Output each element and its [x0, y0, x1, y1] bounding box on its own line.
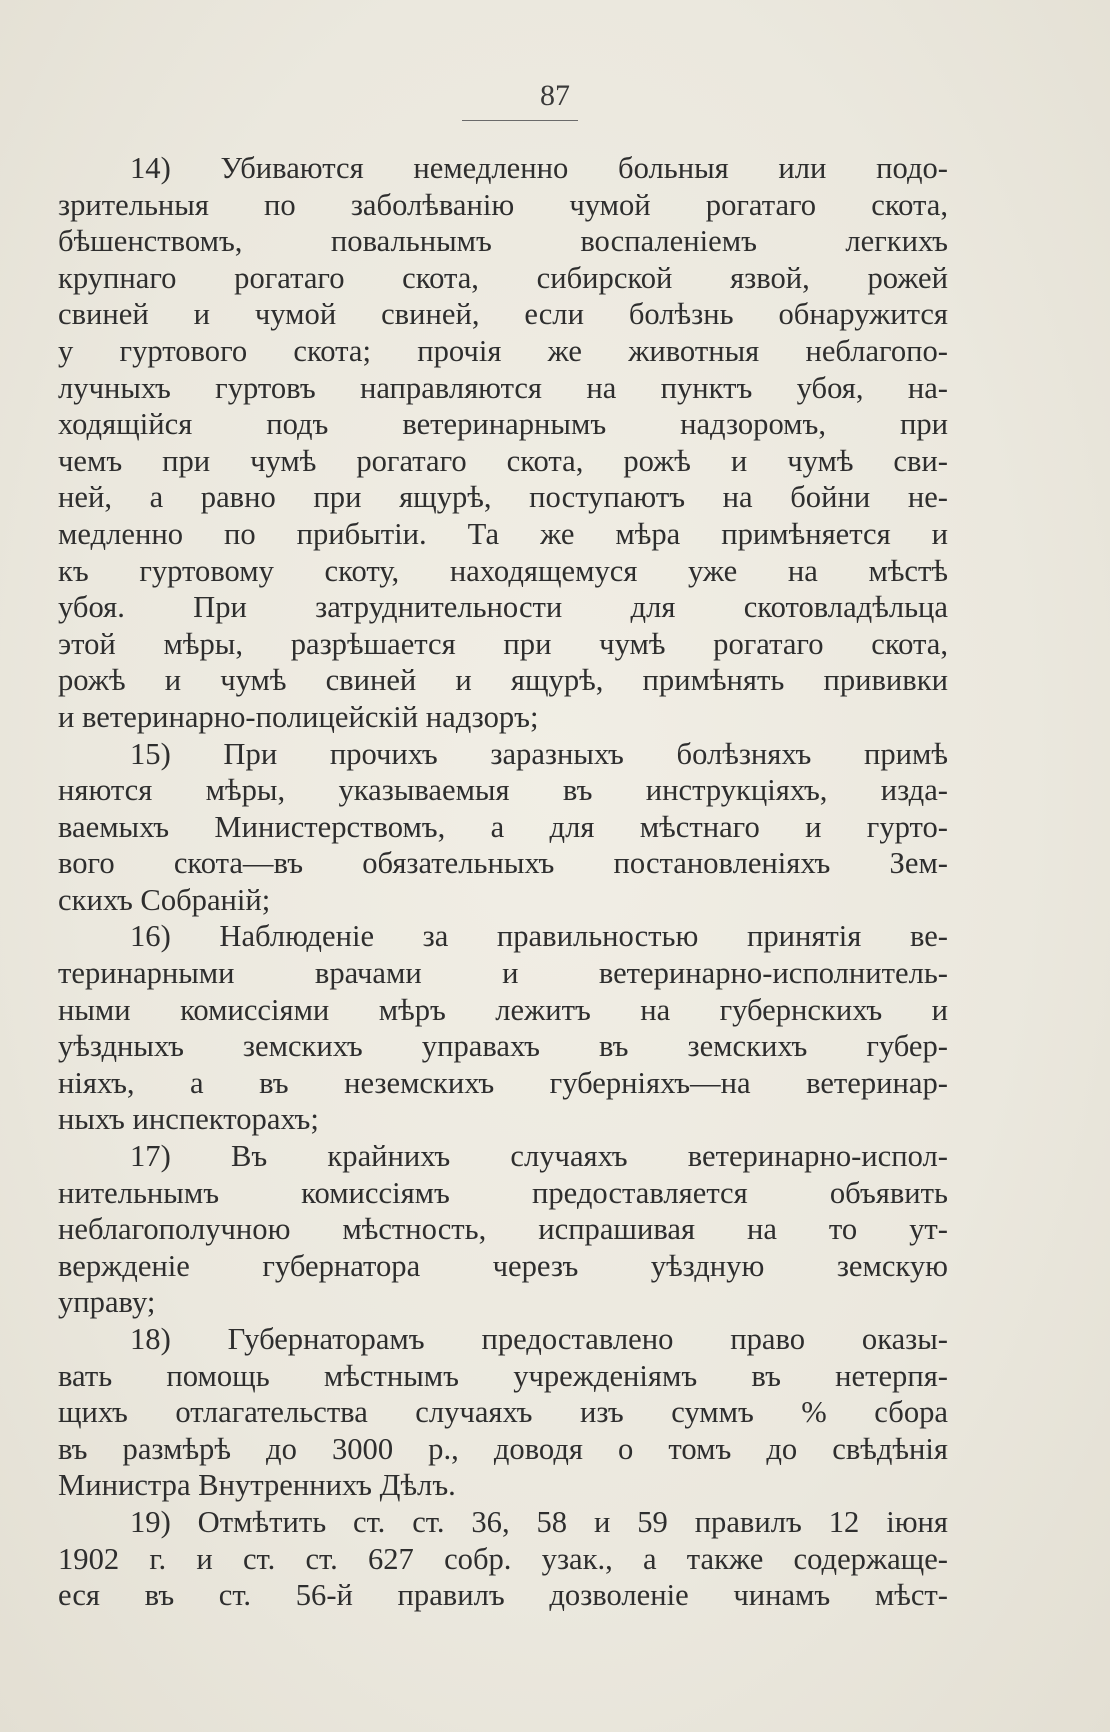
text-line: ваемыхъ Министерствомъ, а для мѣстнаго и гурто- — [58, 809, 948, 844]
text-line: ныхъ инспекторахъ; — [58, 1102, 319, 1137]
text-line: бѣшенствомъ, повальнымъ воспаленіемъ легкихъ — [58, 224, 948, 259]
text-line: теринарными врачами и ветеринарно-исполнитель- — [58, 956, 948, 991]
text-line: чемъ при чумѣ рогатаго скота, рожѣ и чумѣ сви- — [58, 443, 948, 478]
text-line: еся въ ст. 56-й правилъ дозволеніе чинамъ мѣст- — [58, 1578, 948, 1613]
text-line: 16) Наблюденіе за правильностью принятія ве- — [130, 919, 948, 954]
text-line: 17) Въ крайнихъ случаяхъ ветеринарно-испол- — [130, 1139, 948, 1174]
page-number: 87 — [540, 79, 570, 112]
text-line: ными комиссіями мѣръ лежитъ на губернскихъ и — [58, 992, 948, 1027]
text-line: въ размѣрѣ до 3000 р., доводя о томъ до свѣдѣнія — [58, 1431, 948, 1466]
text-line: лучныхъ гуртовъ направляются на пунктъ убоя, на- — [58, 370, 948, 405]
text-line: у гуртового скота; прочія же животныя неблагопо- — [58, 333, 948, 368]
text-line: уѣздныхъ земскихъ управахъ въ земскихъ губер- — [58, 1029, 948, 1064]
text-line: щихъ отлагательства случаяхъ изъ суммъ % сбора — [58, 1395, 948, 1430]
body-text — [58, 150, 948, 1614]
text-line: ходящійся подъ ветеринарнымъ надзоромъ, при — [58, 407, 948, 442]
page-number-rule — [462, 120, 578, 121]
text-line: 15) При прочихъ заразныхъ болѣзняхъ примѣ — [130, 736, 948, 771]
text-line: убоя. При затруднительности для скотовладѣльца — [58, 590, 948, 625]
text-line: нительнымъ комиссіямъ предоставляется объявить — [58, 1175, 948, 1210]
text-line: 18) Губернаторамъ предоставлено право оказы- — [130, 1322, 948, 1356]
text-line: 14) Убиваются немедленно больныя или подо- — [130, 151, 948, 185]
text-line: вать помощь мѣстнымъ учрежденіямъ въ нетерпя- — [58, 1358, 948, 1393]
text-line: ніяхъ, а въ неземскихъ губерніяхъ—на ветеринар- — [58, 1065, 948, 1100]
text-line: вого скота—въ обязательныхъ постановленіяхъ Зем- — [58, 846, 948, 881]
text-line: Министра Внутреннихъ Дѣлъ. — [58, 1468, 456, 1503]
text-line: рожѣ и чумѣ свиней и ящурѣ, примѣнять прививки — [58, 663, 948, 698]
text-line: свиней и чумой свиней, если болѣзнь обнаружится — [58, 297, 948, 332]
text-line: къ гуртовому скоту, находящемуся уже на мѣстѣ — [58, 553, 948, 588]
text-line: неблагополучною мѣстность, испрашивая на то ут- — [58, 1212, 948, 1247]
text-line: этой мѣры, разрѣшается при чумѣ рогатаго скота, — [58, 626, 948, 661]
text-line: зрительныя по заболѣванію чумой рогатаго скота, — [58, 187, 948, 222]
text-line: 19) Отмѣтить ст. ст. 36, 58 и 59 правилъ 12 іюня — [130, 1504, 948, 1539]
text-line: вержденіе губернатора черезъ уѣздную земскую — [58, 1248, 948, 1283]
text-line: крупнаго рогатаго скота, сибирской язвой, рожей — [58, 260, 948, 295]
text-line: медленно по прибытіи. Та же мѣра примѣняется и — [58, 516, 948, 551]
text-line: и ветеринарно-полицейскій надзоръ; — [58, 699, 539, 734]
text-line: скихъ Собраній; — [58, 882, 271, 917]
text-line: 1902 г. и ст. ст. 627 собр. узак., а также содержаще- — [58, 1541, 948, 1576]
text-line: няются мѣры, указываемыя въ инструкціяхъ, изда- — [58, 773, 948, 808]
text-line: ней, а равно при ящурѣ, поступаютъ на бойни не- — [58, 480, 948, 515]
text-line: управу; — [58, 1285, 156, 1320]
